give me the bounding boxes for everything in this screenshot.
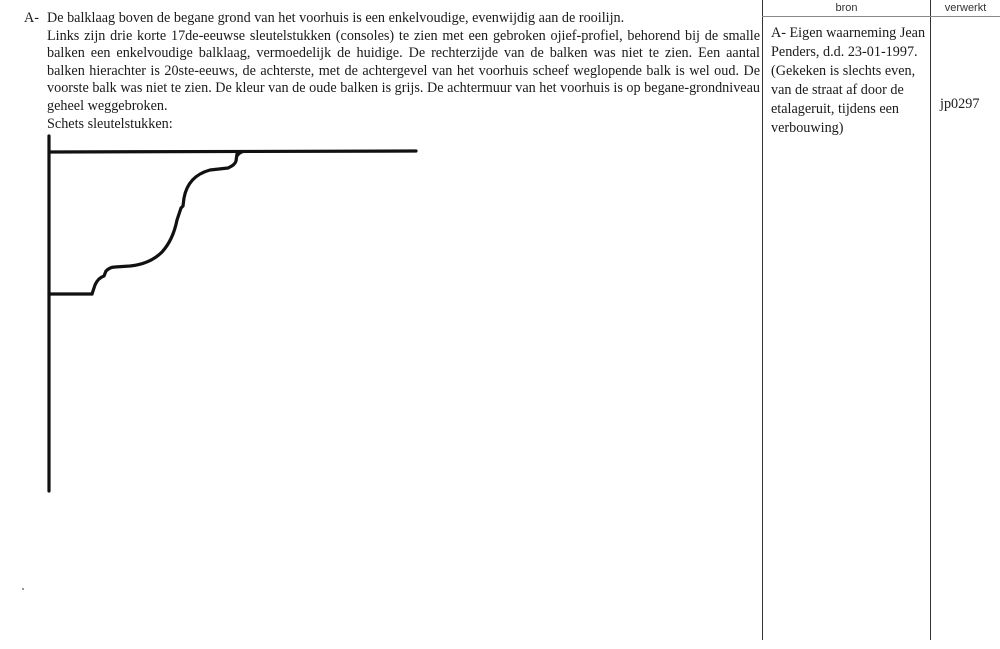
sketch-label: Schets sleutelstukken: <box>47 115 173 132</box>
console-sketch <box>40 128 440 498</box>
bron-line: van de straat af door de <box>771 82 904 98</box>
bron-header: bron <box>835 2 858 14</box>
sketch-profile-curve <box>92 152 240 294</box>
verwerkt-header: verwerkt <box>944 2 987 14</box>
first-paragraph <box>24 10 760 28</box>
verwerkt-code: jp0297 <box>940 96 980 112</box>
paragraph-marker: A- <box>24 10 39 26</box>
bron-line: (Gekeken is slechts even, <box>771 63 916 79</box>
first-line-text: De balklaag boven de begane grond van het voorhuis is een enkelvoudige, evenwijdig aan de rooilijn. <box>47 10 625 26</box>
bron-line: Penders, d.d. 23-01-1997. <box>771 44 918 60</box>
stray-dot <box>22 588 24 590</box>
body-paragraph: Links zijn drie korte 17de-eeuwse sleutelstukken (consoles) te zien met een gebroken ojief-profiel, behorend bij de smalle balken een enkelvoudige balklaag, vermoedelijk de huidige. De rechterzijde van de balken was niet te zien. Een aantal balken hierachter is 20ste-eeuws, de achterste, met de achtergevel van het voorhuis scheef weglopende balk is wel oud. De voorste balk was niet te zien. De kleur van de oude balken is grijs. De achtermuur van het voorhuis is op begane-grondniveau geheel weggebroken. <box>47 27 760 114</box>
sketch-beam-line <box>49 151 416 152</box>
main-text-column <box>24 10 760 133</box>
bron-source-text <box>771 24 931 138</box>
bron-line: etalageruit, tijdens een <box>771 101 900 117</box>
bron-line: A- Eigen waarneming Jean <box>771 25 926 41</box>
column-divider-bron <box>762 0 763 640</box>
bron-line: verbouwing) <box>771 120 844 136</box>
header-rule <box>762 16 1000 17</box>
